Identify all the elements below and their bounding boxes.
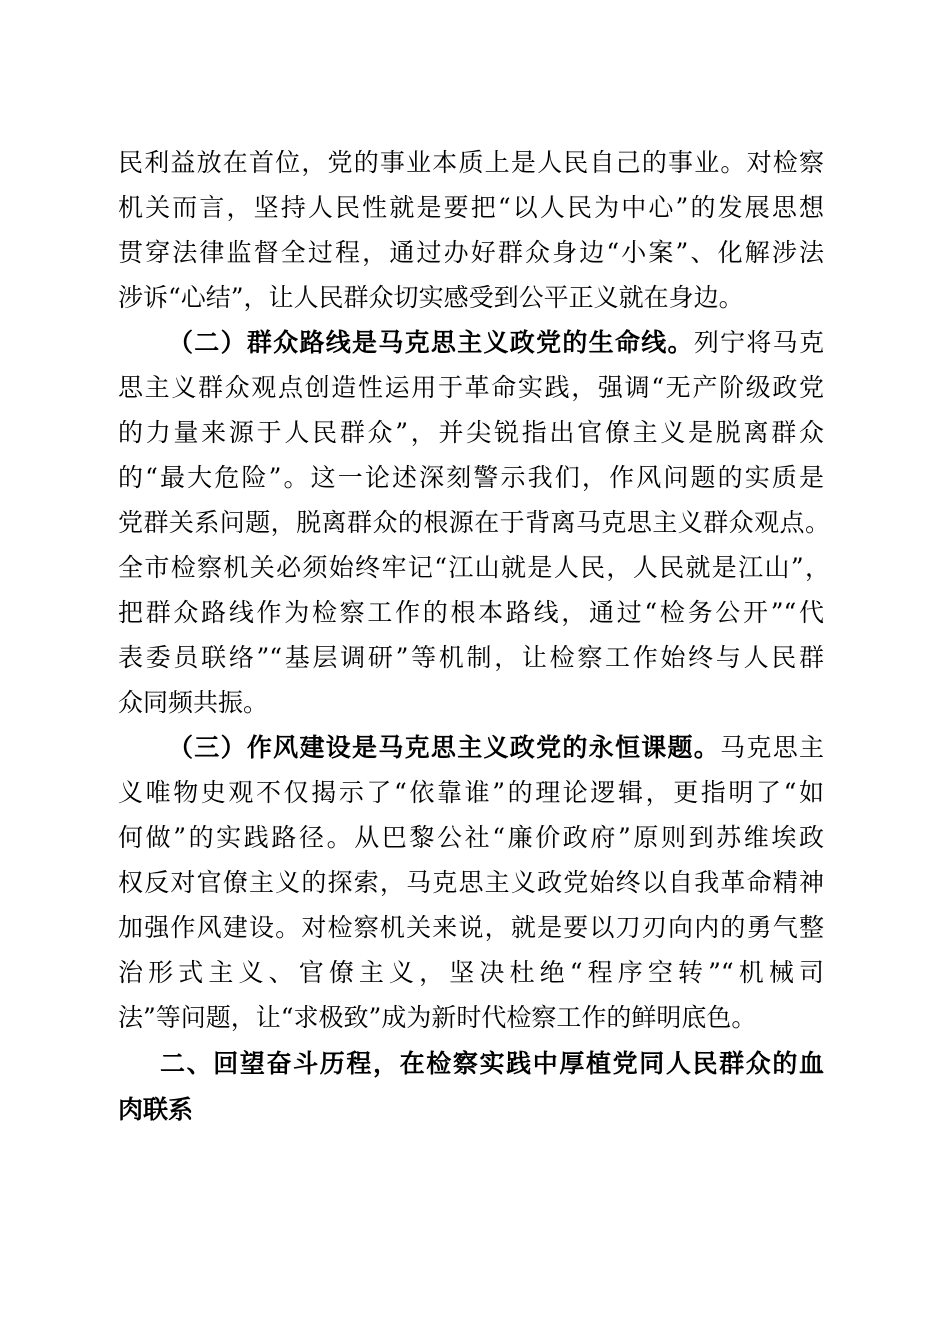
para2-line-5: 党群关系问题，脱离群众的根源在于背离马克思主义群众观点。: [118, 508, 830, 537]
para2-line-3: 的力量来源于人民群众”，并尖锐指出官僚主义是脱离群众: [118, 418, 824, 447]
para3-lead: （三）作风建设是马克思主义政党的永恒课题。: [168, 733, 721, 762]
para2-line-1: [168, 325, 824, 361]
para1-line-3: 贯穿法律监督全过程，通过办好群众身边“小案”、化解涉法: [118, 238, 824, 267]
para2-line-4: 的“最大危险”。这一论述深刻警示我们，作风问题的实质是: [118, 463, 824, 492]
para1-line-4: 涉诉“心结”，让人民群众切实感受到公平正义就在身边。: [118, 283, 744, 312]
para2-line-1-text: 列宁将马克: [693, 328, 824, 357]
para3-line-1-text: 马克思主: [720, 733, 824, 762]
para3-line-5: 加强作风建设。对检察机关来说，就是要以刀刃向内的勇气整: [118, 913, 824, 942]
section-heading-line-2: 肉联系: [118, 1095, 194, 1124]
para2-line-2: 思主义群众观点创造性运用于革命实践，强调“无产阶级政党: [118, 373, 824, 402]
para3-line-2: 义唯物史观不仅揭示了“依靠谁”的理论逻辑，更指明了“如: [118, 778, 824, 807]
para3-line-3: 何做”的实践路径。从巴黎公社“廉价政府”原则到苏维埃政: [118, 823, 824, 852]
para2-line-7: 把群众路线作为检察工作的根本路线，通过“检务公开”“代: [118, 598, 824, 627]
para1-line-2: 机关而言，坚持人民性就是要把“以人民为中心”的发展思想: [118, 193, 824, 222]
para2-lead: （二）群众路线是马克思主义政党的生命线。: [168, 328, 694, 357]
para1-line-1: 民利益放在首位，党的事业本质上是人民自己的事业。对检察: [118, 148, 824, 177]
para3-line-1: [168, 730, 824, 766]
para3-line-4: 权反对官僚主义的探索，马克思主义政党始终以自我革命精神: [118, 868, 824, 897]
para3-line-6: 治形式主义、官僚主义，坚决杜绝“程序空转”“机械司: [118, 958, 824, 987]
para2-line-6: 全市检察机关必须始终牢记“江山就是人民，人民就是江山”，: [118, 553, 830, 582]
section-heading-line-1: 二、回望奋斗历程，在检察实践中厚植党同人民群众的血: [160, 1049, 824, 1078]
para3-line-7: 法”等问题，让“求极致”成为新时代检察工作的鲜明底色。: [118, 1003, 757, 1032]
para2-line-8: 表委员联络”“基层调研”等机制，让检察工作始终与人民群: [118, 643, 824, 672]
para2-line-9: 众同频共振。: [118, 688, 269, 717]
